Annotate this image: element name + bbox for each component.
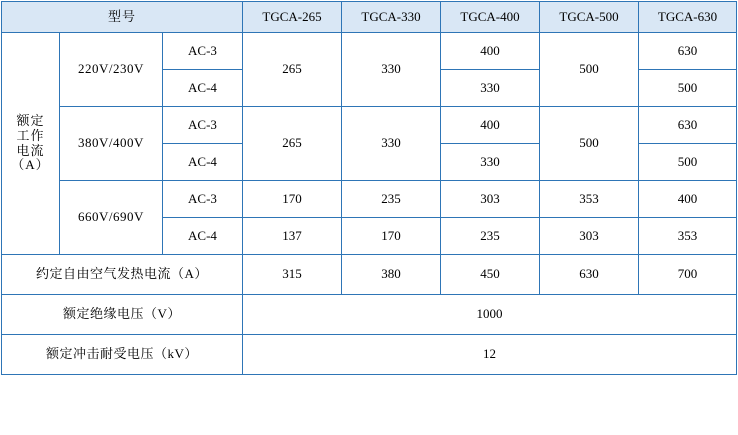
cell-value: 630 [639,33,737,70]
voltage-group-660: 660V/690V [60,181,163,255]
cell-value: 330 [441,144,540,181]
impulse-voltage-label: 额定冲击耐受电压（kV） [2,335,243,375]
cell-value: 303 [441,181,540,218]
utilization-category: AC-4 [163,144,243,181]
rated-label-line-4: （A） [11,157,50,173]
cell-value: 265 [243,107,342,181]
technical-specification-table [1,1,737,375]
cell-value: 303 [540,218,639,255]
header-model-label: 型号 [2,2,243,33]
cell-value: 450 [441,255,540,295]
cell-value: 330 [441,70,540,107]
table-row [2,181,737,218]
cell-value: 1000 [243,295,737,335]
header-model-3: TGCA-400 [441,2,540,33]
cell-value: 400 [441,107,540,144]
thermal-current-label: 约定自由空气发热电流（A） [2,255,243,295]
table-row [2,335,737,375]
header-model-4: TGCA-500 [540,2,639,33]
cell-value: 235 [441,218,540,255]
cell-value: 315 [243,255,342,295]
table-row [2,295,737,335]
cell-value: 137 [243,218,342,255]
cell-value: 500 [639,144,737,181]
cell-value: 330 [342,33,441,107]
table-row [2,107,737,144]
cell-value: 700 [639,255,737,295]
table-row [2,33,737,70]
voltage-group-380: 380V/400V [60,107,163,181]
rated-label-line-3: 电流 [16,142,45,158]
utilization-category: AC-3 [163,181,243,218]
table-header-row [2,2,737,33]
cell-value: 235 [342,181,441,218]
cell-value: 630 [639,107,737,144]
cell-value: 500 [540,33,639,107]
cell-value: 630 [540,255,639,295]
utilization-category: AC-4 [163,218,243,255]
cell-value: 12 [243,335,737,375]
rated-label-line-2: 工作 [16,127,45,143]
header-model-2: TGCA-330 [342,2,441,33]
rated-label-line-1: 额定 [16,112,45,128]
cell-value: 380 [342,255,441,295]
cell-value: 400 [639,181,737,218]
rated-operational-current-label [2,33,60,255]
utilization-category: AC-3 [163,33,243,70]
cell-value: 170 [243,181,342,218]
cell-value: 353 [540,181,639,218]
utilization-category: AC-4 [163,70,243,107]
voltage-group-220: 220V/230V [60,33,163,107]
cell-value: 400 [441,33,540,70]
utilization-category: AC-3 [163,107,243,144]
cell-value: 500 [639,70,737,107]
cell-value: 353 [639,218,737,255]
cell-value: 265 [243,33,342,107]
table-row [2,255,737,295]
header-model-5: TGCA-630 [639,2,737,33]
cell-value: 170 [342,218,441,255]
header-model-1: TGCA-265 [243,2,342,33]
cell-value: 330 [342,107,441,181]
insulation-voltage-label: 额定绝缘电压（V） [2,295,243,335]
cell-value: 500 [540,107,639,181]
